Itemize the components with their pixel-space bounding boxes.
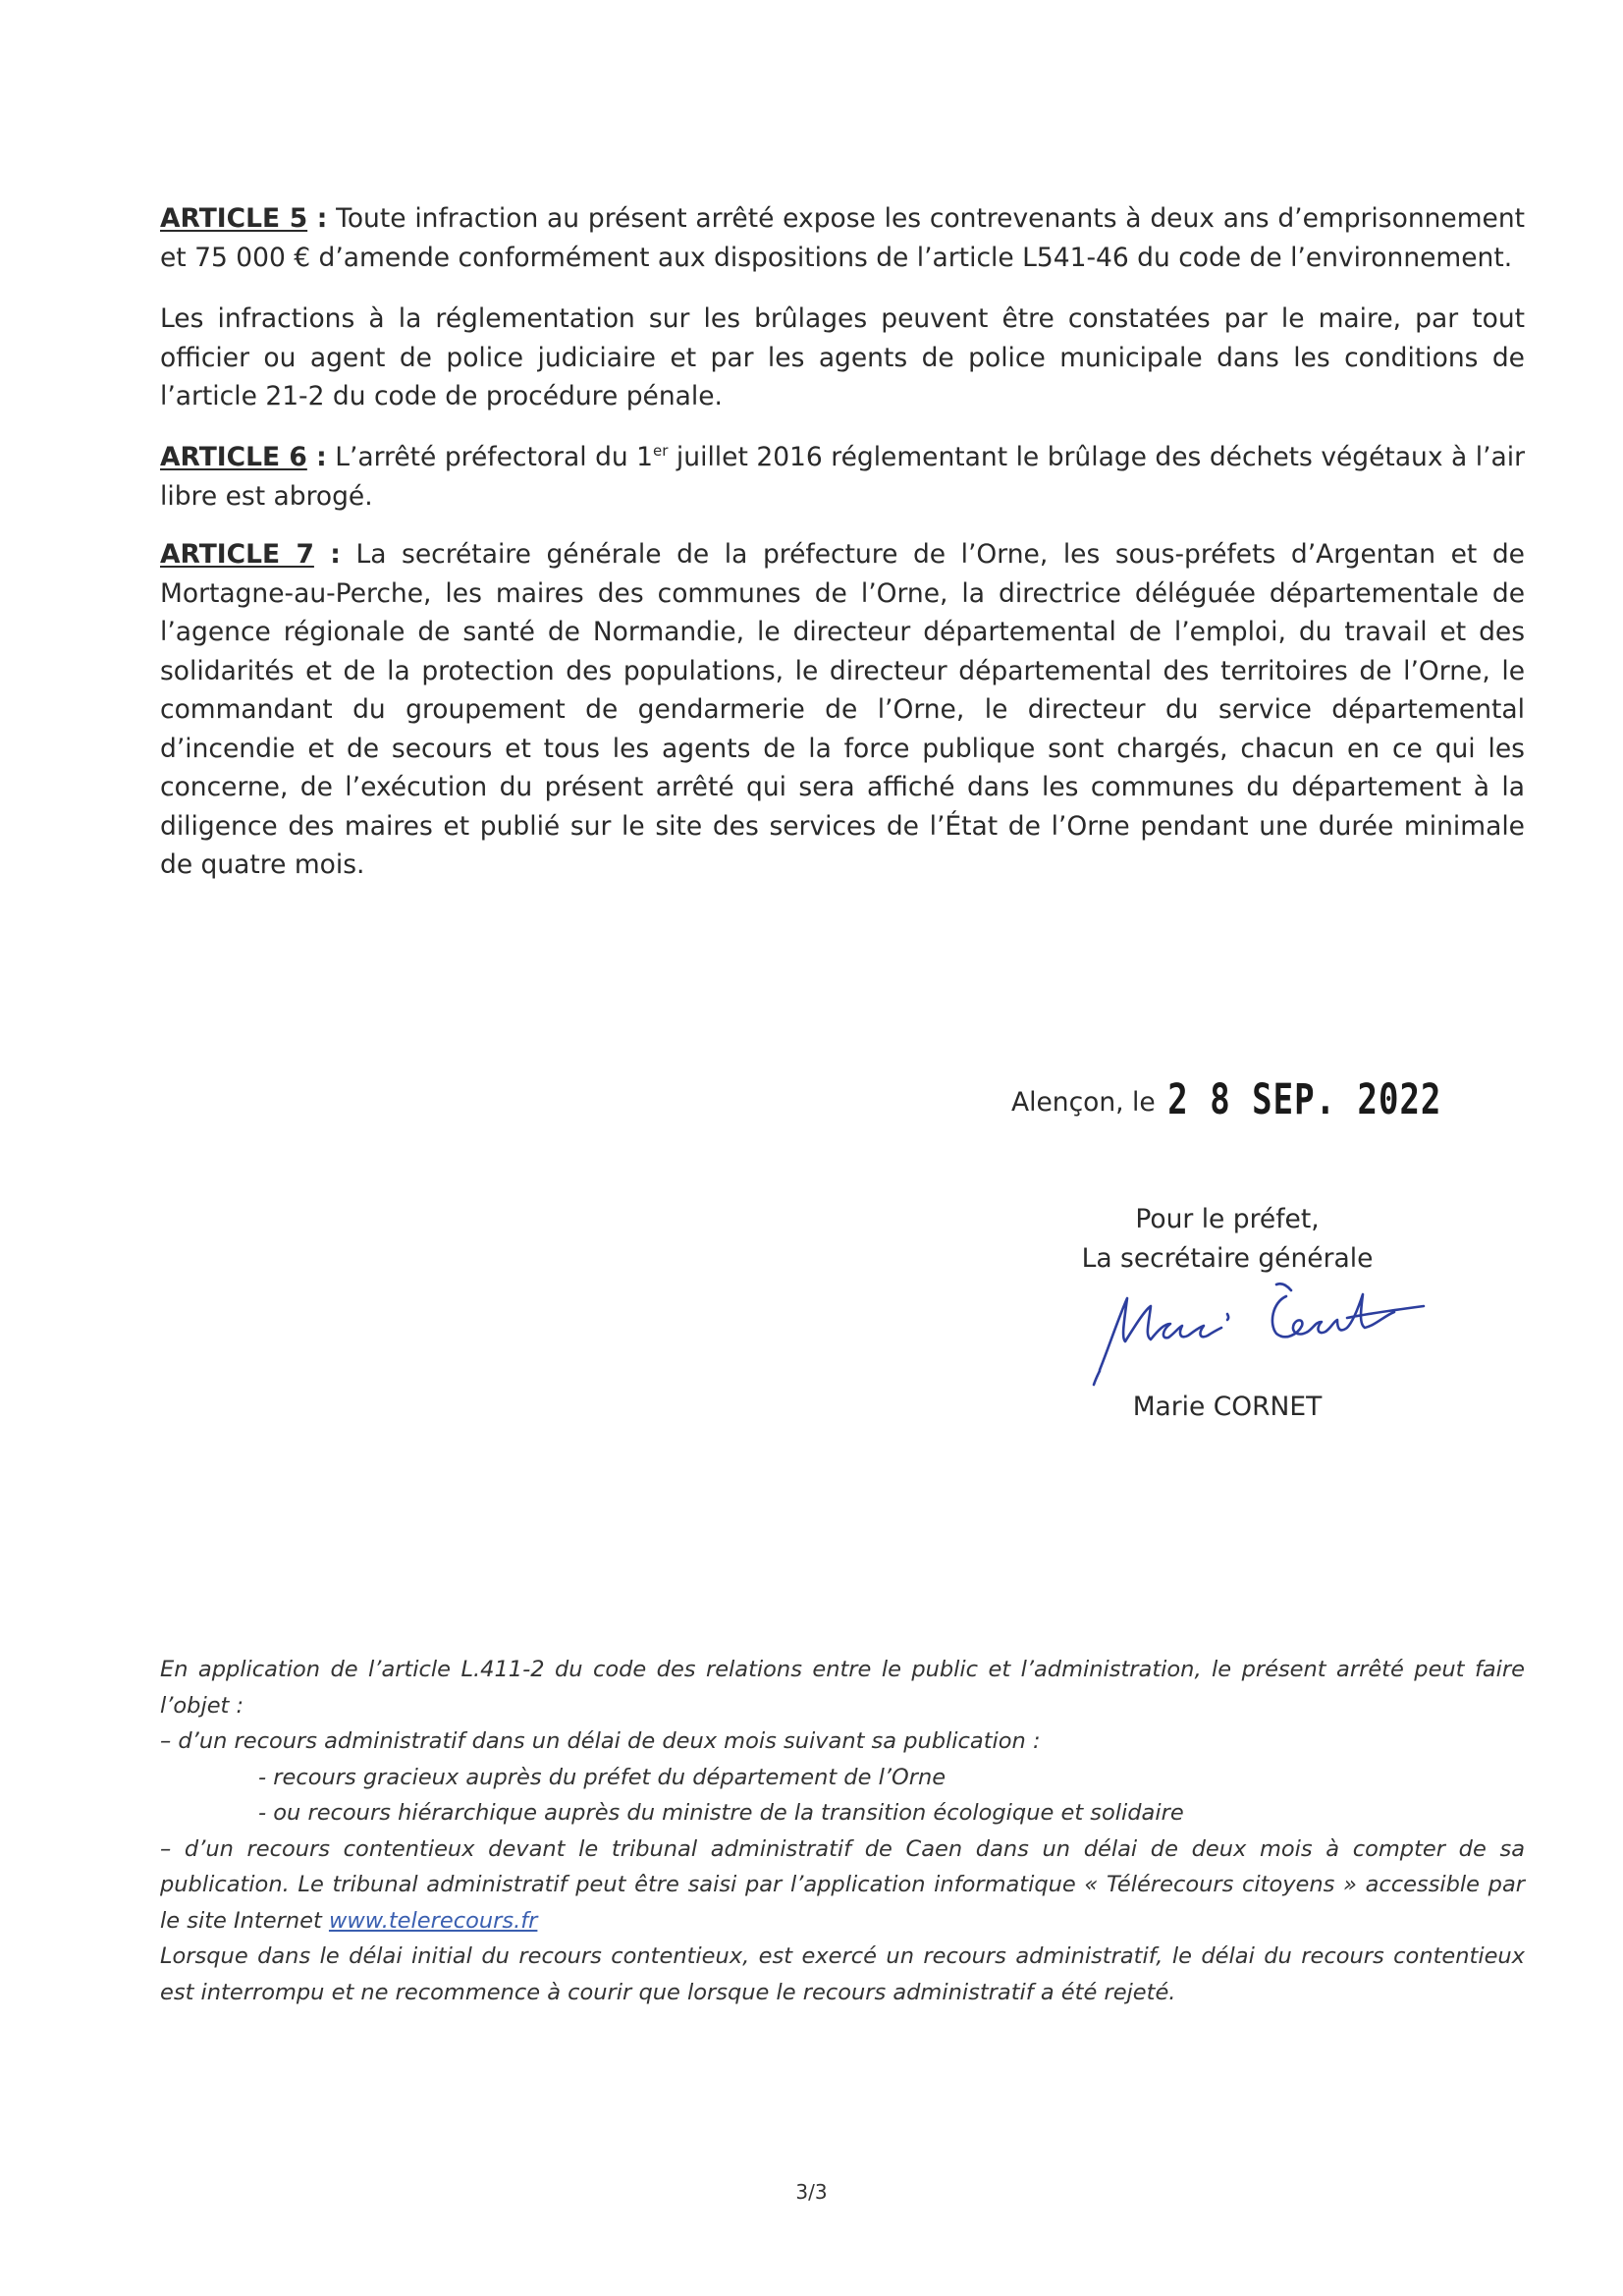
handwritten-signature	[1080, 1277, 1434, 1390]
article-5-label: ARTICLE 5	[160, 203, 308, 234]
signature-stroke	[1272, 1294, 1394, 1337]
notice-item-2	[160, 1831, 1525, 1940]
page-number: 3/3	[795, 2180, 828, 2204]
signatory-name: Marie CORNET	[1132, 1392, 1323, 1422]
article-7-colon: :	[313, 539, 341, 570]
date-place-label: Alençon, le	[1011, 1087, 1156, 1118]
signature-title: La secrétaire générale	[1081, 1243, 1374, 1274]
signature-stroke	[1227, 1314, 1228, 1320]
article-6-superscript: er	[653, 442, 669, 461]
signature-stroke	[1100, 1298, 1221, 1370]
article-6-text-before: L’arrêté préfectoral du 1	[326, 442, 654, 472]
article-6-text-after: juillet 2016 réglementant le brûlage des déchets végétaux à l’air libre est abrogé.	[160, 442, 1526, 512]
notice-item-1b: - ou recours hiérarchique auprès du ministre de la transition écologique et solidaire	[258, 1800, 1184, 1826]
date-stamp: 2 8 SEP. 2022	[1167, 1075, 1442, 1124]
telerecours-link[interactable]: www.telerecours.fr	[328, 1907, 538, 1934]
article-5-text: Toute infraction au présent arrêté expose les contrevenants à deux ans d’emprisonnement et 75 000 € d’amende conformément aux dispositions de l’article L541-46 du code de l’environnement.	[160, 203, 1526, 273]
signature-strokes	[1094, 1284, 1424, 1385]
signature-for-prefect: Pour le préfet,	[1135, 1204, 1320, 1234]
notice-item-1a: - recours gracieux auprès du préfet du département de l’Orne	[258, 1764, 947, 1790]
notice-item-2-text: – d’un recours contentieux devant le tribunal administratif de Caen dans un délai de deux mois à compter de sa publication. Le tribunal administratif peut être saisi par l’application informatique « Télérecours citoyens » accessible par le site Internet	[160, 1835, 1525, 1934]
appeal-notice	[160, 1652, 1525, 2010]
article-7-paragraph	[160, 535, 1525, 885]
article-5-paragraph	[160, 199, 1525, 277]
notice-closing: Lorsque dans le délai initial du recours contentieux, est exercé un recours administratif, le délai du recours contentieux est interrompu et ne recommence à courir que lorsque le recours administratif a été rejeté.	[160, 1943, 1525, 2005]
infractions-paragraph: Les infractions à la réglementation sur les brûlages peuvent être constatées par le maire, par tout officier ou agent de police judiciaire et par les agents de police municipale dans les conditions de l’article 21-2 du code de procédure pénale.	[160, 303, 1525, 411]
date-line	[1011, 1070, 1441, 1132]
signature-stroke	[1276, 1284, 1291, 1290]
article-6-colon: :	[306, 442, 327, 472]
article-6-paragraph	[160, 438, 1525, 516]
article-5-colon: :	[307, 203, 328, 234]
article-7-label: ARTICLE 7	[160, 539, 314, 570]
notice-item-1: – d’un recours administratif dans un délai de deux mois suivant sa publication :	[160, 1728, 1041, 1754]
article-6-label: ARTICLE 6	[160, 442, 307, 472]
article-7-text: La secrétaire générale de la préfecture de l’Orne, les sous-préfets d’Argentan et de Mortagne-au-Perche, les maires des communes de l’Orne, la directrice déléguée départementale de l’agence régionale de santé de Normandie, le directeur départemental de l’emploi, du travail et des solidarités et de la protection des populations, le directeur départemental des territoires de l’Orne, le commandant du groupement de gendarmerie de l’Orne, le directeur du service départemental d’incendie et de secours et tous les agents de la force publique sont chargés, chacun en ce qui les concerne, de l’exécution du présent arrêté qui sera affiché dans les communes du département à la diligence des maires et publié sur le site des services de l’État de l’Orne pendant une durée minimale de quatre mois.	[160, 539, 1525, 880]
signature-stroke	[1094, 1371, 1100, 1385]
notice-intro: En application de l’article L.411-2 du code des relations entre le public et l’administration, le présent arrêté peut faire l’objet :	[160, 1657, 1525, 1719]
